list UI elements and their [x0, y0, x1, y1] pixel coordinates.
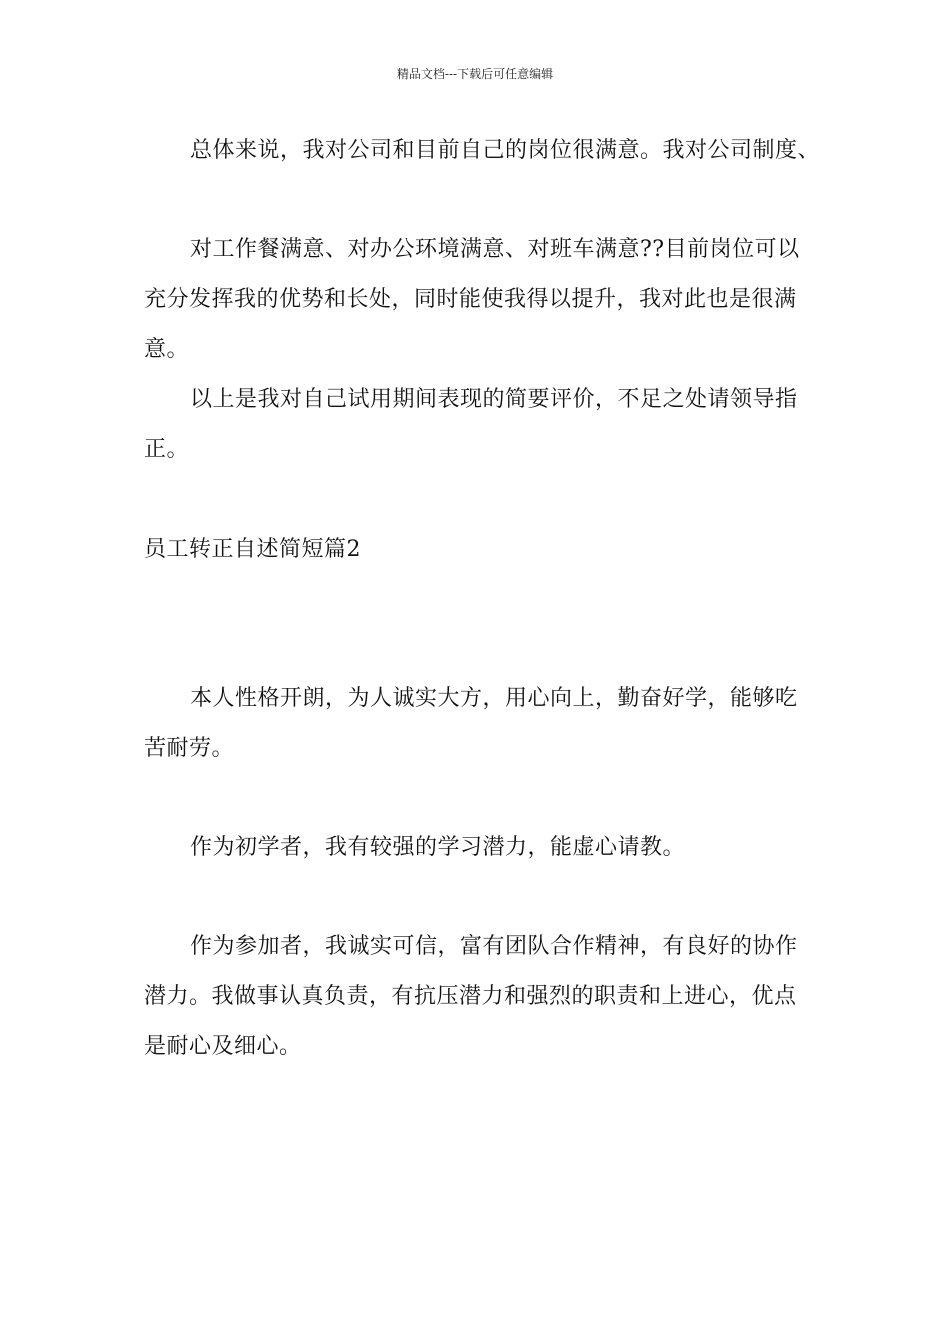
- paragraph-line: 本人性格开朗，为人诚实大方，用心向上，勤奋好学，能够吃: [190, 686, 798, 711]
- paragraph-line: 以上是我对自己试用期间表现的简要评价，不足之处请领导指: [190, 387, 798, 412]
- paragraph-line: 是耐心及细心。: [144, 1034, 302, 1059]
- paragraph-line: 苦耐劳。: [144, 736, 235, 761]
- paragraph-line: 对工作餐满意、对办公环境满意、对班车满意??目前岗位可以: [190, 237, 800, 262]
- paragraph-line: 作为参加者，我诚实可信，富有团队合作精神，有良好的协作: [190, 934, 798, 959]
- section-title: 员工转正自述简短篇2: [144, 537, 361, 562]
- paragraph-line: 潜力。我做事认真负责，有抗压潜力和强烈的职责和上进心，优点: [144, 984, 797, 1009]
- paragraph-line: 正。: [144, 437, 190, 462]
- paragraph-line: 意。: [144, 337, 190, 362]
- page-header: 精品文档---下载后可任意编辑: [396, 67, 554, 81]
- paragraph-line: 充分发挥我的优势和长处，同时能使我得以提升，我对此也是很满: [144, 287, 797, 312]
- paragraph-line: 总体来说，我对公司和目前自己的岗位很满意。我对公司制度、: [190, 138, 821, 163]
- paragraph-line: 作为初学者，我有较强的学习潜力，能虚心请教。: [190, 835, 686, 860]
